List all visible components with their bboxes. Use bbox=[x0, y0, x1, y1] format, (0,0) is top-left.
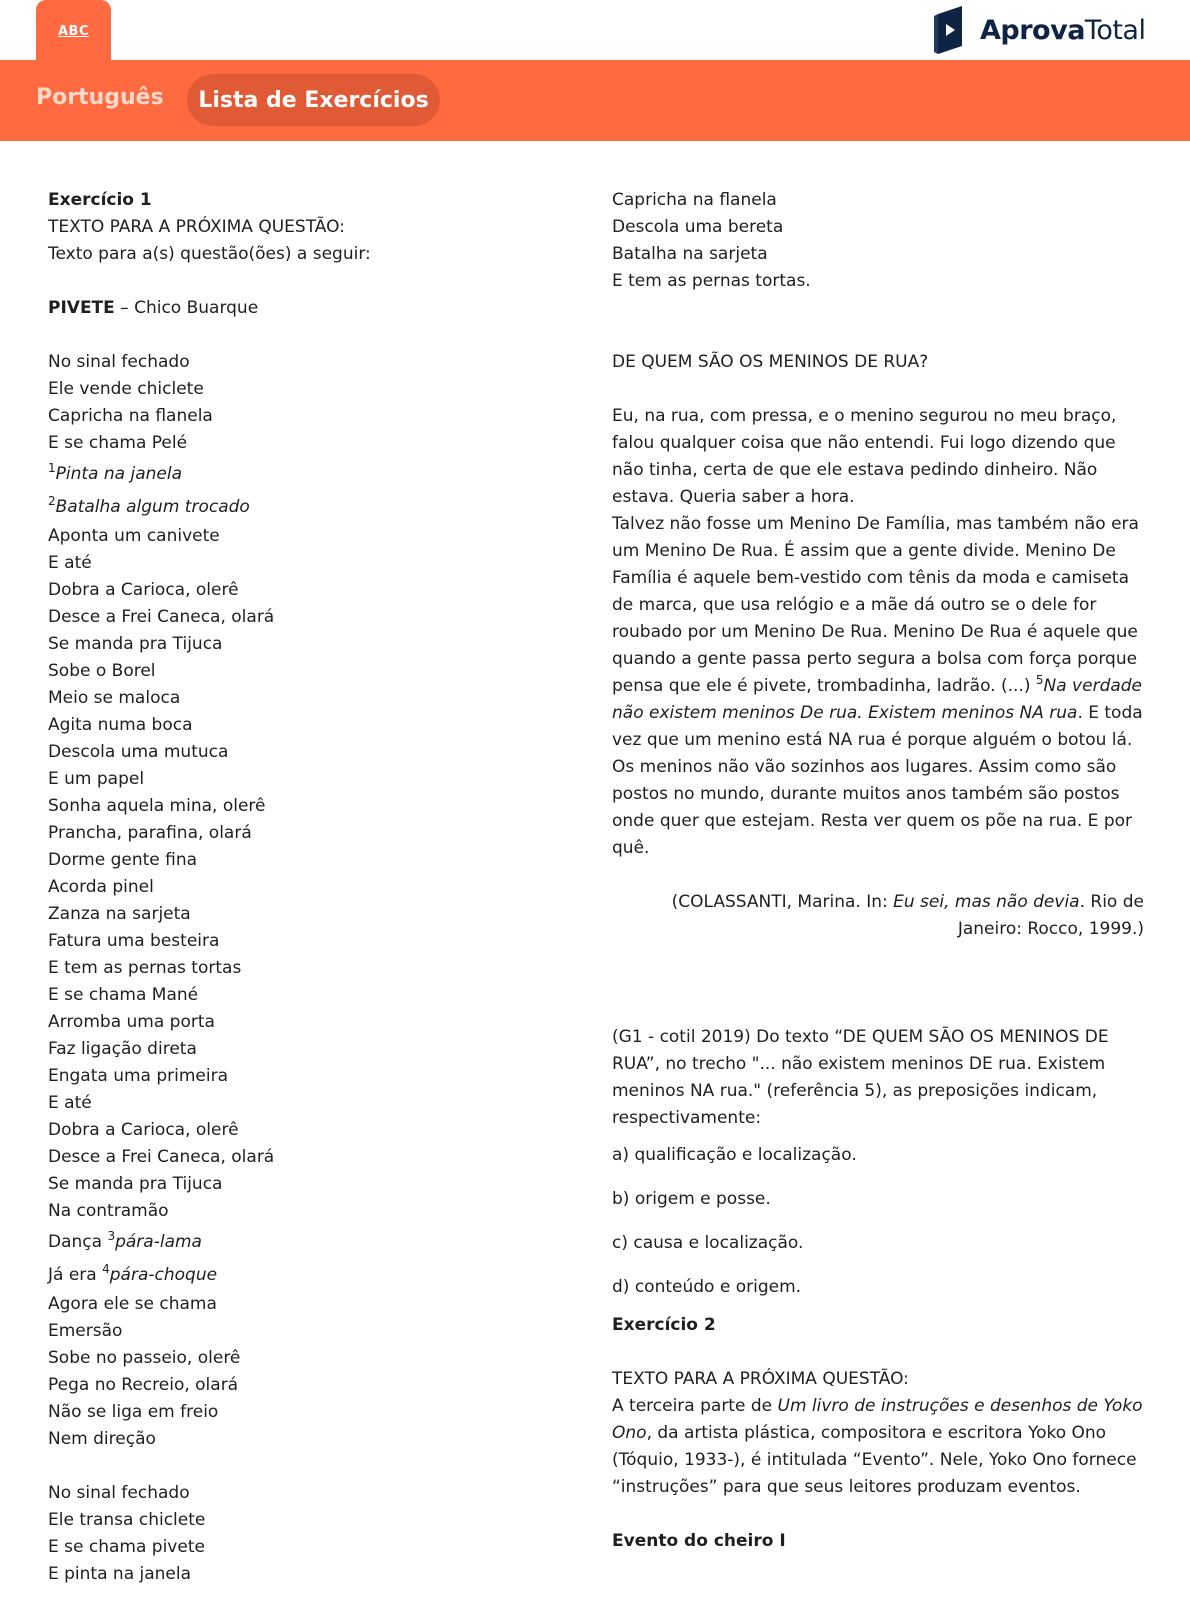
lyric-line: Sonha aquela mina, olerê bbox=[48, 796, 266, 816]
question-text: (G1 - cotil 2019) Do texto “DE QUEM SÃO OS MENINOS DE RUA”, no trecho "... não existem meninos DE rua. Existem meninos NA rua." (referência 5), as preposições indicam, respectivamente: bbox=[612, 1027, 1109, 1128]
lyric-line: Prancha, parafina, olará bbox=[48, 823, 252, 843]
lyric-line: Capricha na flanela bbox=[612, 190, 777, 210]
exercise-2-subtitle: Evento do cheiro I bbox=[612, 1531, 786, 1551]
intro-line: TEXTO PARA A PRÓXIMA QUESTÃO: bbox=[48, 217, 345, 237]
song-title: PIVETE – Chico Buarque bbox=[48, 298, 259, 318]
subject-label[interactable]: Português bbox=[36, 85, 164, 110]
lyric-line: Na contramão bbox=[48, 1201, 169, 1221]
lyric-line: E pinta na janela bbox=[48, 1564, 192, 1584]
lyric-line: Arromba uma porta bbox=[48, 1012, 215, 1032]
abc-icon: ABC bbox=[57, 23, 89, 39]
lyric-line: Zanza na sarjeta bbox=[48, 904, 191, 924]
lyric-line: Pega no Recreio, olará bbox=[48, 1375, 239, 1395]
exercise-1-title: Exercício 1 bbox=[48, 190, 152, 210]
lyric-line: Engata uma primeira bbox=[48, 1066, 229, 1086]
lyric-line: Faz ligação direta bbox=[48, 1039, 197, 1059]
lyric-line: Meio se maloca bbox=[48, 688, 181, 708]
lyric-line: Já era $^4$pára-choque bbox=[48, 1262, 218, 1285]
lyric-line: Dorme gente fina bbox=[48, 850, 198, 870]
book-play-icon bbox=[932, 4, 968, 56]
right-column bbox=[612, 187, 1144, 1555]
top-bar bbox=[0, 0, 1190, 60]
brand-name: AprovaTotal bbox=[980, 14, 1146, 46]
lyric-line: Aponta um canivete bbox=[48, 526, 220, 546]
lyric-line: Desce a Frei Caneca, olará bbox=[48, 607, 275, 627]
paragraph-1: Eu, na rua, com pressa, e o menino segurou no meu braço, falou qualquer coisa que não entendi. Fui logo dizendo que não tinha, certa de que ele estava pedindo dinheiro. Não estava. Queria saber a hora. bbox=[612, 406, 1117, 507]
lyrics-block-c bbox=[48, 1291, 568, 1453]
intro-line: TEXTO PARA A PRÓXIMA QUESTÃO: bbox=[612, 1369, 909, 1389]
lyric-line: No sinal fechado bbox=[48, 352, 190, 372]
answer-option[interactable]: d) conteúdo e origem. bbox=[612, 1277, 802, 1297]
paragraph-2: Talvez não fosse um Menino De Família, mas também não era um Menino De Rua. É assim que a gente divide. Menino De Família é aquele bem-vestido com tênis da moda e camiseta de marca, que usa relógio e a mãe dá outro se o dele for roubado por um Menino De Rua. Menino De Rua é aquele que quando a gente passa perto segura a bolsa com força porque pensa que ele é pivete, trombadinha, ladrão. (...) $^5$Na verdade não existem meninos De rua. Existem meninos NA rua. E toda vez que um menino está NA rua é porque alguém o botou lá. Os meninos não vão sozinhos aos lugares. Assim como são postos no mundo, durante muitos anos também são postos onde quer que estejam. Resta ver quem os põe na rua. E por quê. bbox=[612, 514, 1143, 858]
lyric-line: Dobra a Carioca, olerê bbox=[48, 580, 239, 600]
header-band bbox=[0, 60, 1190, 141]
exercise-2-paragraph: A terceira parte de Um livro de instruções e desenhos de Yoko Ono, da artista plástica, compositora e escritora Yoko Ono (Tóquio, 1933-), é intitulada “Evento”. Nele, Yoko Ono fornece “instruções” para que seus leitores produzam eventos. bbox=[612, 1396, 1143, 1497]
lyric-line: $^2$Batalha algum trocado bbox=[48, 494, 250, 517]
section-pill[interactable]: Lista de Exercícios bbox=[187, 74, 440, 126]
lyric-line: E se chama Mané bbox=[48, 985, 199, 1005]
lyric-line: Fatura uma besteira bbox=[48, 931, 220, 951]
lyric-line: Agora ele se chama bbox=[48, 1294, 217, 1314]
lyric-line: E até bbox=[48, 1093, 92, 1113]
lyric-line: Descola uma bereta bbox=[612, 217, 784, 237]
lyric-line: Dança $^3$pára-lama bbox=[48, 1229, 202, 1252]
lyric-line: Sobe o Borel bbox=[48, 661, 156, 681]
lyric-line: Acorda pinel bbox=[48, 877, 154, 897]
lyric-line: Ele transa chiclete bbox=[48, 1510, 206, 1530]
lyric-line: Ele vende chiclete bbox=[48, 379, 204, 399]
answer-option[interactable]: b) origem e posse. bbox=[612, 1189, 771, 1209]
answer-options bbox=[612, 1142, 1144, 1301]
lyric-line: E se chama Pelé bbox=[48, 433, 188, 453]
lyric-line: Não se liga em freio bbox=[48, 1402, 219, 1422]
citation: (COLASSANTI, Marina. In: Eu sei, mas não devia. Rio de Janeiro: Rocco, 1999.) bbox=[671, 892, 1144, 939]
left-column bbox=[48, 187, 568, 1588]
answer-option[interactable]: c) causa e localização. bbox=[612, 1233, 804, 1253]
answer-option[interactable]: a) qualificação e localização. bbox=[612, 1145, 857, 1165]
lyric-line: E um papel bbox=[48, 769, 145, 789]
lyrics-block-d bbox=[48, 1480, 568, 1588]
lyric-line: Sobe no passeio, olerê bbox=[48, 1348, 241, 1368]
lyric-line: Desce a Frei Caneca, olará bbox=[48, 1147, 275, 1167]
lyric-line: E se chama pivete bbox=[48, 1537, 205, 1557]
lyrics-block-top bbox=[612, 187, 1144, 295]
lyric-line: No sinal fechado bbox=[48, 1483, 190, 1503]
lyric-line: E tem as pernas tortas. bbox=[612, 271, 811, 291]
intro-line: Texto para a(s) questão(ões) a seguir: bbox=[48, 244, 371, 264]
lyric-line: Dobra a Carioca, olerê bbox=[48, 1120, 239, 1140]
lyrics-block-b bbox=[48, 523, 568, 1225]
lyric-line: Agita numa boca bbox=[48, 715, 193, 735]
exercise-2-title: Exercício 2 bbox=[612, 1315, 716, 1335]
lyric-line: Emersão bbox=[48, 1321, 123, 1341]
lyrics-block-a bbox=[48, 349, 568, 457]
lyric-line: Se manda pra Tijuca bbox=[48, 634, 223, 654]
subject-tab[interactable] bbox=[36, 0, 111, 62]
lyric-line: Nem direção bbox=[48, 1429, 156, 1449]
lyric-line: Batalha na sarjeta bbox=[612, 244, 768, 264]
lyric-line: Se manda pra Tijuca bbox=[48, 1174, 223, 1194]
brand-logo[interactable] bbox=[932, 4, 1145, 56]
text-title: DE QUEM SÃO OS MENINOS DE RUA? bbox=[612, 352, 929, 372]
lyric-line: $^1$Pinta na janela bbox=[48, 461, 182, 484]
lyric-line: Capricha na flanela bbox=[48, 406, 213, 426]
lyric-line: E até bbox=[48, 553, 92, 573]
lyric-line: E tem as pernas tortas bbox=[48, 958, 242, 978]
lyric-line: Descola uma mutuca bbox=[48, 742, 229, 762]
